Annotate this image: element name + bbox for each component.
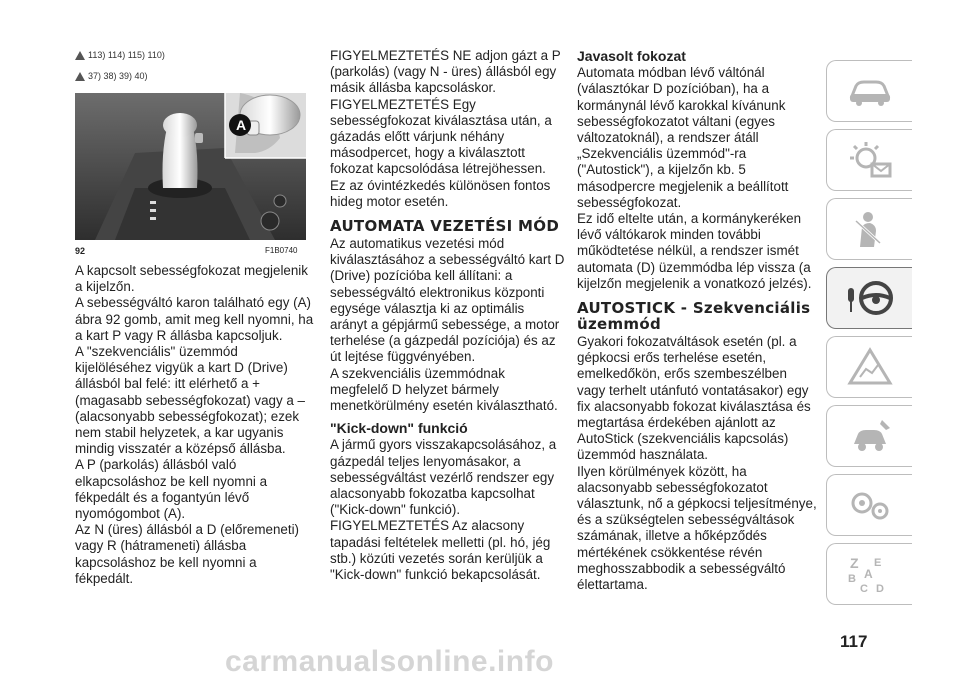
warning-reference-1	[75, 50, 165, 60]
warning-paragraph: FIGYELMEZTETÉS NE adjon gázt a P (parkolás) (vagy N - üres) állásból egy másik állásba kapcsoláskor.	[330, 48, 561, 96]
tab-index[interactable]	[826, 543, 912, 605]
svg-text:Z: Z	[849, 555, 859, 571]
caution-triangle-icon	[75, 72, 85, 81]
paragraph: A sebességváltó karon található egy (A) ábra 92 gomb, amit meg kell nyomni, ha a kart P vagy R állásba kapcsoljuk.	[75, 295, 314, 343]
tab-maintenance[interactable]	[826, 405, 912, 467]
warning-triangle-icon	[75, 51, 85, 60]
gear-shifter-figure	[75, 93, 306, 240]
paragraph: Automata módban lévő váltónál (választókar D pozícióban), ha a kormánynál lévő karokkal kívánunk sebességfokozatot váltani (egyes változatoknál), a rendszer átáll „Szekvenciális üzemmód"-ra ("Autostick"), a kijelzőn kb. 5 másodpercre megjelenik a beállított sebességfokozat.	[577, 65, 789, 210]
warning-refs-text: 113) 114) 115) 110)	[88, 50, 165, 60]
paragraph: Gyakori fokozatváltások esetén (pl. a gépkocsi erős terhelése esetén, emelkedőkön, erős szembeszélben vagy terhelt utánfutó vontatásakor) egy fix alacsonyabb fokozat kiválasztása és megtartása érdekében ajánlott az AutoStick (szekvenciális kapcsolás) üzemmód használata.	[577, 334, 811, 463]
warning-refs-text: 37) 38) 39) 40)	[88, 71, 148, 81]
tab-warning-lights[interactable]	[826, 129, 912, 191]
warning-reference-2	[75, 71, 148, 81]
warning-lights-icon	[846, 140, 894, 180]
svg-text:B: B	[847, 573, 856, 585]
paragraph: A kapcsolt sebességfokozat megjelenik a kijelzőn.	[75, 263, 308, 295]
text-column-2	[330, 48, 565, 583]
paragraph: Ez idő eltelte után, a kormánykeréken lévő váltókarok minden további működtetése nélkül, a rendszer ismét automata (D) üzemmódba lép vissza (a kijelzőn megjelenik a vonatkozó jelzés).	[577, 211, 812, 291]
svg-text:D: D	[875, 583, 884, 595]
svg-text:C: C	[859, 583, 868, 595]
paragraph: Ilyen körülmények között, ha alacsonyabb sebességfokozatot választunk, nő a gépkocsi teljesítménye, és a szükségtelen sebességváltások számának, illetve a hőképződés mértékének csökkentése révén meghosszabbodik a sebességváltó élettartama.	[577, 463, 817, 593]
subheading-suggested-gear: Javasolt fokozat	[577, 48, 686, 64]
figure-callout-label: A	[236, 117, 247, 133]
alphabetical-index-icon	[844, 552, 896, 596]
paragraph: Az N (üres) állásból a D (előremeneti) vagy R (hátrameneti) állásba kapcsoláshoz be kell nyomni a fékpedált.	[75, 522, 299, 586]
tab-emergency[interactable]	[826, 336, 912, 398]
figure-number: 92	[75, 246, 86, 256]
page-number: 117	[840, 632, 868, 651]
section-heading-automatic-mode: AUTOMATA VEZETÉSI MÓD	[330, 217, 560, 236]
paragraph: A P (parkolás) állásból való elkapcsoláshoz be kell nyomni a fékpedált és a fogantyún lévő nyomógombot (A).	[75, 457, 268, 522]
car-info-icon	[846, 74, 894, 108]
tab-technical-data[interactable]	[826, 474, 912, 536]
text-column-3	[577, 48, 817, 593]
warning-paragraph: FIGYELMEZTETÉS Egy sebességfokozat kiválasztása után, a gázadás előtt várjunk néhány másodpercet, hogy a kiválasztott fokozat kapcsolódása létrejöhessen. Ez az óvintézkedés különösen fontos hideg motor esetén.	[330, 96, 552, 209]
text-column-1	[75, 263, 318, 587]
svg-text:A: A	[863, 567, 873, 581]
tab-starting-driving[interactable]	[826, 267, 912, 329]
paragraph: A "szekvenciális" üzemmód kijelöléséhez vigyük a kart D (Drive) állásból bal felé: itt elérhető a + (magasabb sebességfokozat) vagy a – (alacsonyabb sebességfokozat); ezek nem stabil helyzetek, a kar ugyanis mindig visszatér a középső állásba.	[75, 344, 306, 457]
figure-code: F1B0740	[265, 246, 298, 255]
warning-paragraph: FIGYELMEZTETÉS Az alacsony tapadási feltételek melletti (pl. hó, jég stb.) közúti vezetés során kerüljük a "Kick-down" funkció bekapcsolását.	[330, 518, 551, 583]
emergency-triangle-icon	[846, 347, 894, 387]
paragraph: A szekvenciális üzemmódnak megfelelő D helyzet bármely menetkörülmény esetén kiválasztható.	[330, 365, 558, 414]
seatbelt-airbag-icon	[846, 209, 894, 249]
car-service-icon	[846, 416, 894, 456]
tab-car-info[interactable]	[826, 60, 912, 122]
tab-safety[interactable]	[826, 198, 912, 260]
svg-text:E: E	[873, 557, 881, 569]
watermark: carmanualsonline.info	[225, 645, 554, 678]
chapter-tabs	[826, 60, 912, 612]
section-heading-autostick: AUTOSTICK - Szekvenciális üzemmód	[577, 299, 811, 334]
paragraph: Az automatikus vezetési mód kiválasztásához a sebességváltó kart D (Drive) pozícióba kell állítani: a sebességváltó elektronikus központi egysége választja ki az optimális arányt a gépjármű sebessége, a motor terhelése (a gázpedál pozíciója) és az út lejtése függvényében.	[330, 236, 565, 365]
paragraph: A jármű gyors visszakapcsolásához, a gázpedál teljes lenyomásakor, a sebességváltást vezérlő rendszer egy alacsonyabb fokozatba kapcsolhat ("Kick-down" funkció).	[330, 437, 557, 518]
gear-shifter-illustration	[75, 93, 306, 240]
subheading-kick-down: "Kick-down" funkció	[330, 420, 468, 437]
technical-data-icon	[846, 485, 894, 525]
steering-wheel-key-icon	[844, 278, 896, 318]
